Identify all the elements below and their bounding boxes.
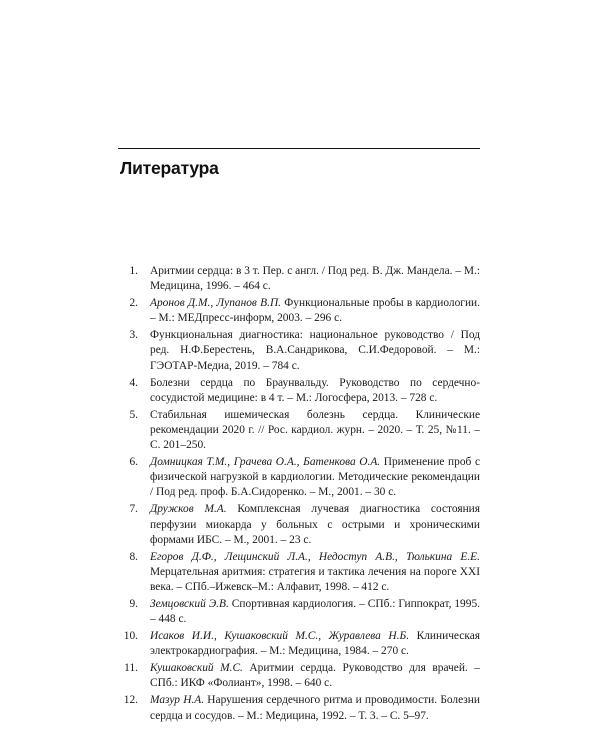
- reference-text: Функциональные пробы в кардиологии. – М.: МЕДпресс-информ, 2003. – 296 с.: [150, 297, 481, 325]
- reference-number: 7.: [129, 503, 138, 516]
- reference-text: Стабильная ишемическая болезнь сердца. Клинические рекомендации 2020 г. // Рос. кардиол. журн. – 2020. – Т. 25, №11. – С. 201–250.: [150, 408, 480, 452]
- reference-body: [150, 597, 480, 628]
- reference-number: 12.: [123, 694, 138, 707]
- reference-item: [118, 502, 480, 548]
- reference-text: Аритмии сердца: в 3 т. Пер. с англ. / Под ред. В. Дж. Мандела. – М.: Медицина, 1996. – 464 с.: [150, 265, 480, 293]
- reference-authors: Мазур Н.А.: [150, 694, 205, 707]
- reference-item: [118, 376, 480, 407]
- reference-authors: Егоров Д.Ф., Лещинский Л.А., Недоступ А.В., Тюлькина Е.Е.: [150, 550, 480, 563]
- reference-body: [150, 455, 480, 501]
- reference-number: 9.: [129, 598, 138, 610]
- reference-text: Мерцательная аритмия: стратегия и тактика лечения на пороге XXI века. – СПб.–Ижевск–М.: Алфавит, 1998. – 412 с.: [150, 565, 480, 594]
- reference-body: [150, 661, 480, 692]
- reference-number: 6.: [129, 455, 138, 468]
- reference-item: [118, 629, 480, 660]
- header-rule: [118, 148, 480, 149]
- reference-item: [118, 328, 480, 374]
- reference-body: [150, 376, 480, 407]
- reference-authors: Исаков И.И., Кушаковский М.С., Журавлева Н.Б.: [150, 630, 410, 643]
- reference-number: 5.: [129, 408, 138, 421]
- reference-text: Функциональная диагностика: национальное руководство / Под ред. Н.Ф.Берестень, В.А.Сандрикова, С.И.Федоровой. – М.: ГЭОТАР-Медиа, 2019. – 784 с.: [150, 329, 480, 372]
- reference-text: Аритмии сердца. Руководство для врачей. – СПб.: ИКФ «Фолиант», 1998. – 640 с.: [150, 662, 480, 690]
- reference-authors: Кушаковский М.С.: [150, 662, 243, 675]
- reference-body: [150, 629, 480, 660]
- reference-number: 1.: [129, 265, 138, 277]
- reference-body: [150, 296, 480, 327]
- reference-text: Болезни сердца по Браунвальду. Руководство по сердечно-сосудистой медицине: в 4 т. – М.: Логосфера, 2013. – 728 с.: [150, 376, 480, 404]
- reference-authors: Аронов Д.М., Лупанов В.П.: [150, 297, 282, 310]
- reference-number: 2.: [129, 297, 138, 310]
- reference-item: [118, 661, 480, 692]
- reference-text: Применение проб с физической нагрузкой в кардиологии. Методические рекомендации / Под ред. проф. Б.А.Сидоренко. – М., 2001. – 30 с.: [150, 455, 480, 499]
- reference-body: [150, 502, 480, 548]
- reference-item: [118, 455, 480, 501]
- reference-item: [118, 597, 480, 628]
- section-heading: Литература: [120, 158, 219, 178]
- reference-item: [118, 296, 480, 327]
- reference-authors: Домницкая Т.М., Грачева О.А., Батенкова О.А.: [150, 455, 381, 468]
- reference-body: [150, 693, 480, 724]
- reference-text: Спортивная кардиология. – СПб.: Гиппократ, 1995. – 448 с.: [150, 598, 480, 626]
- reference-body: [150, 328, 480, 374]
- reference-authors: Земцовский Э.В.: [150, 598, 229, 610]
- reference-item: [118, 693, 480, 724]
- reference-item: [118, 408, 480, 454]
- reference-number: 8.: [129, 550, 138, 563]
- reference-text: Нарушения сердечного ритма и проводимости. Болезни сердца и сосудов. – М.: Медицина, 1992. – Т. 3. – С. 5–97.: [150, 694, 480, 722]
- reference-text: Клиническая электрокардиография. – М.: Медицина, 1984. – 270 с.: [150, 630, 480, 658]
- reference-body: [150, 264, 480, 295]
- reference-number: 4.: [129, 376, 138, 389]
- reference-body: [150, 408, 480, 454]
- reference-authors: Дружков М.А.: [150, 503, 227, 516]
- reference-text: Комплексная лучевая диагностика состояния перфузии миокарда у больных с острыми и хроническими формами ИБС. – М., 2001. – 23 с.: [150, 503, 480, 546]
- reference-number: 10.: [123, 630, 138, 643]
- reference-body: [150, 550, 480, 596]
- reference-item: [118, 264, 480, 295]
- reference-item: [118, 550, 480, 596]
- reference-number: 11.: [124, 662, 138, 675]
- reference-list: [118, 264, 480, 725]
- reference-number: 3.: [129, 329, 138, 342]
